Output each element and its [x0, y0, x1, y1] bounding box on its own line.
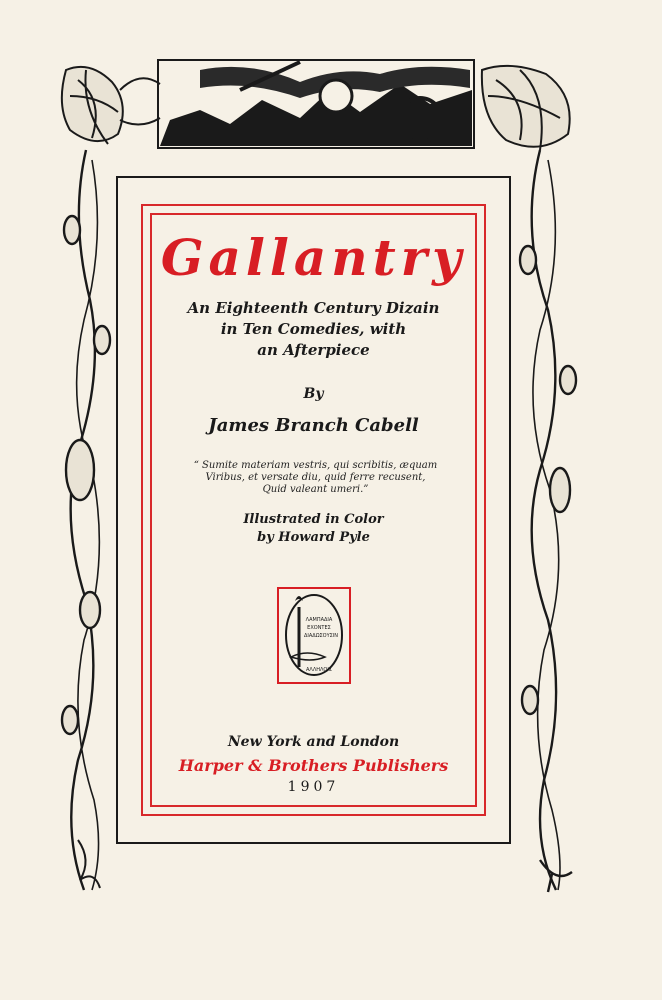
subtitle-line: An Eighteenth Century Dizain [187, 299, 440, 317]
by-label: By [303, 386, 324, 402]
mark-text-line: ΛΑΜΠΑΔΙΑ [305, 617, 333, 623]
subtitle-line: in Ten Comedies, with [220, 320, 407, 338]
epigraph-line: Quid valeant umeri.” [262, 484, 369, 495]
publisher-device-emblem [277, 587, 351, 684]
right-vine [520, 150, 576, 892]
left-corner-foliage [62, 67, 160, 144]
right-corner-foliage [482, 66, 570, 150]
mark-text-line: ΑΛΛΗΛΟΙΣ [305, 667, 333, 673]
imprint-publisher: Harper & Brothers Publishers [178, 756, 449, 775]
subtitle-line: an Afterpiece [257, 341, 370, 359]
mark-text-line: ΔΙΑΔΩΣΟΥΣΙΝ [303, 633, 339, 639]
left-vine [62, 150, 110, 890]
illustration-line: Illustrated in Color [243, 512, 384, 527]
author-name: James Branch Cabell [208, 415, 419, 436]
imprint-place: New York and London [227, 734, 400, 750]
illustration-credit [150, 511, 477, 547]
book-title: Gallantry [160, 228, 467, 287]
epigraph-line: “ Sumite materiam vestris, qui scribitis, æquam [193, 460, 438, 471]
illustration-line: by Howard Pyle [257, 530, 370, 545]
imprint-year: 1907 [287, 779, 340, 795]
mark-text-line: ΕΧΟΝΤΕΣ [307, 625, 331, 631]
latin-epigraph [178, 460, 453, 496]
top-banner-illustration [158, 60, 474, 148]
epigraph-line: Viribus, et versate diu, quid ferre recusent, [205, 472, 426, 483]
book-subtitle [150, 298, 477, 361]
